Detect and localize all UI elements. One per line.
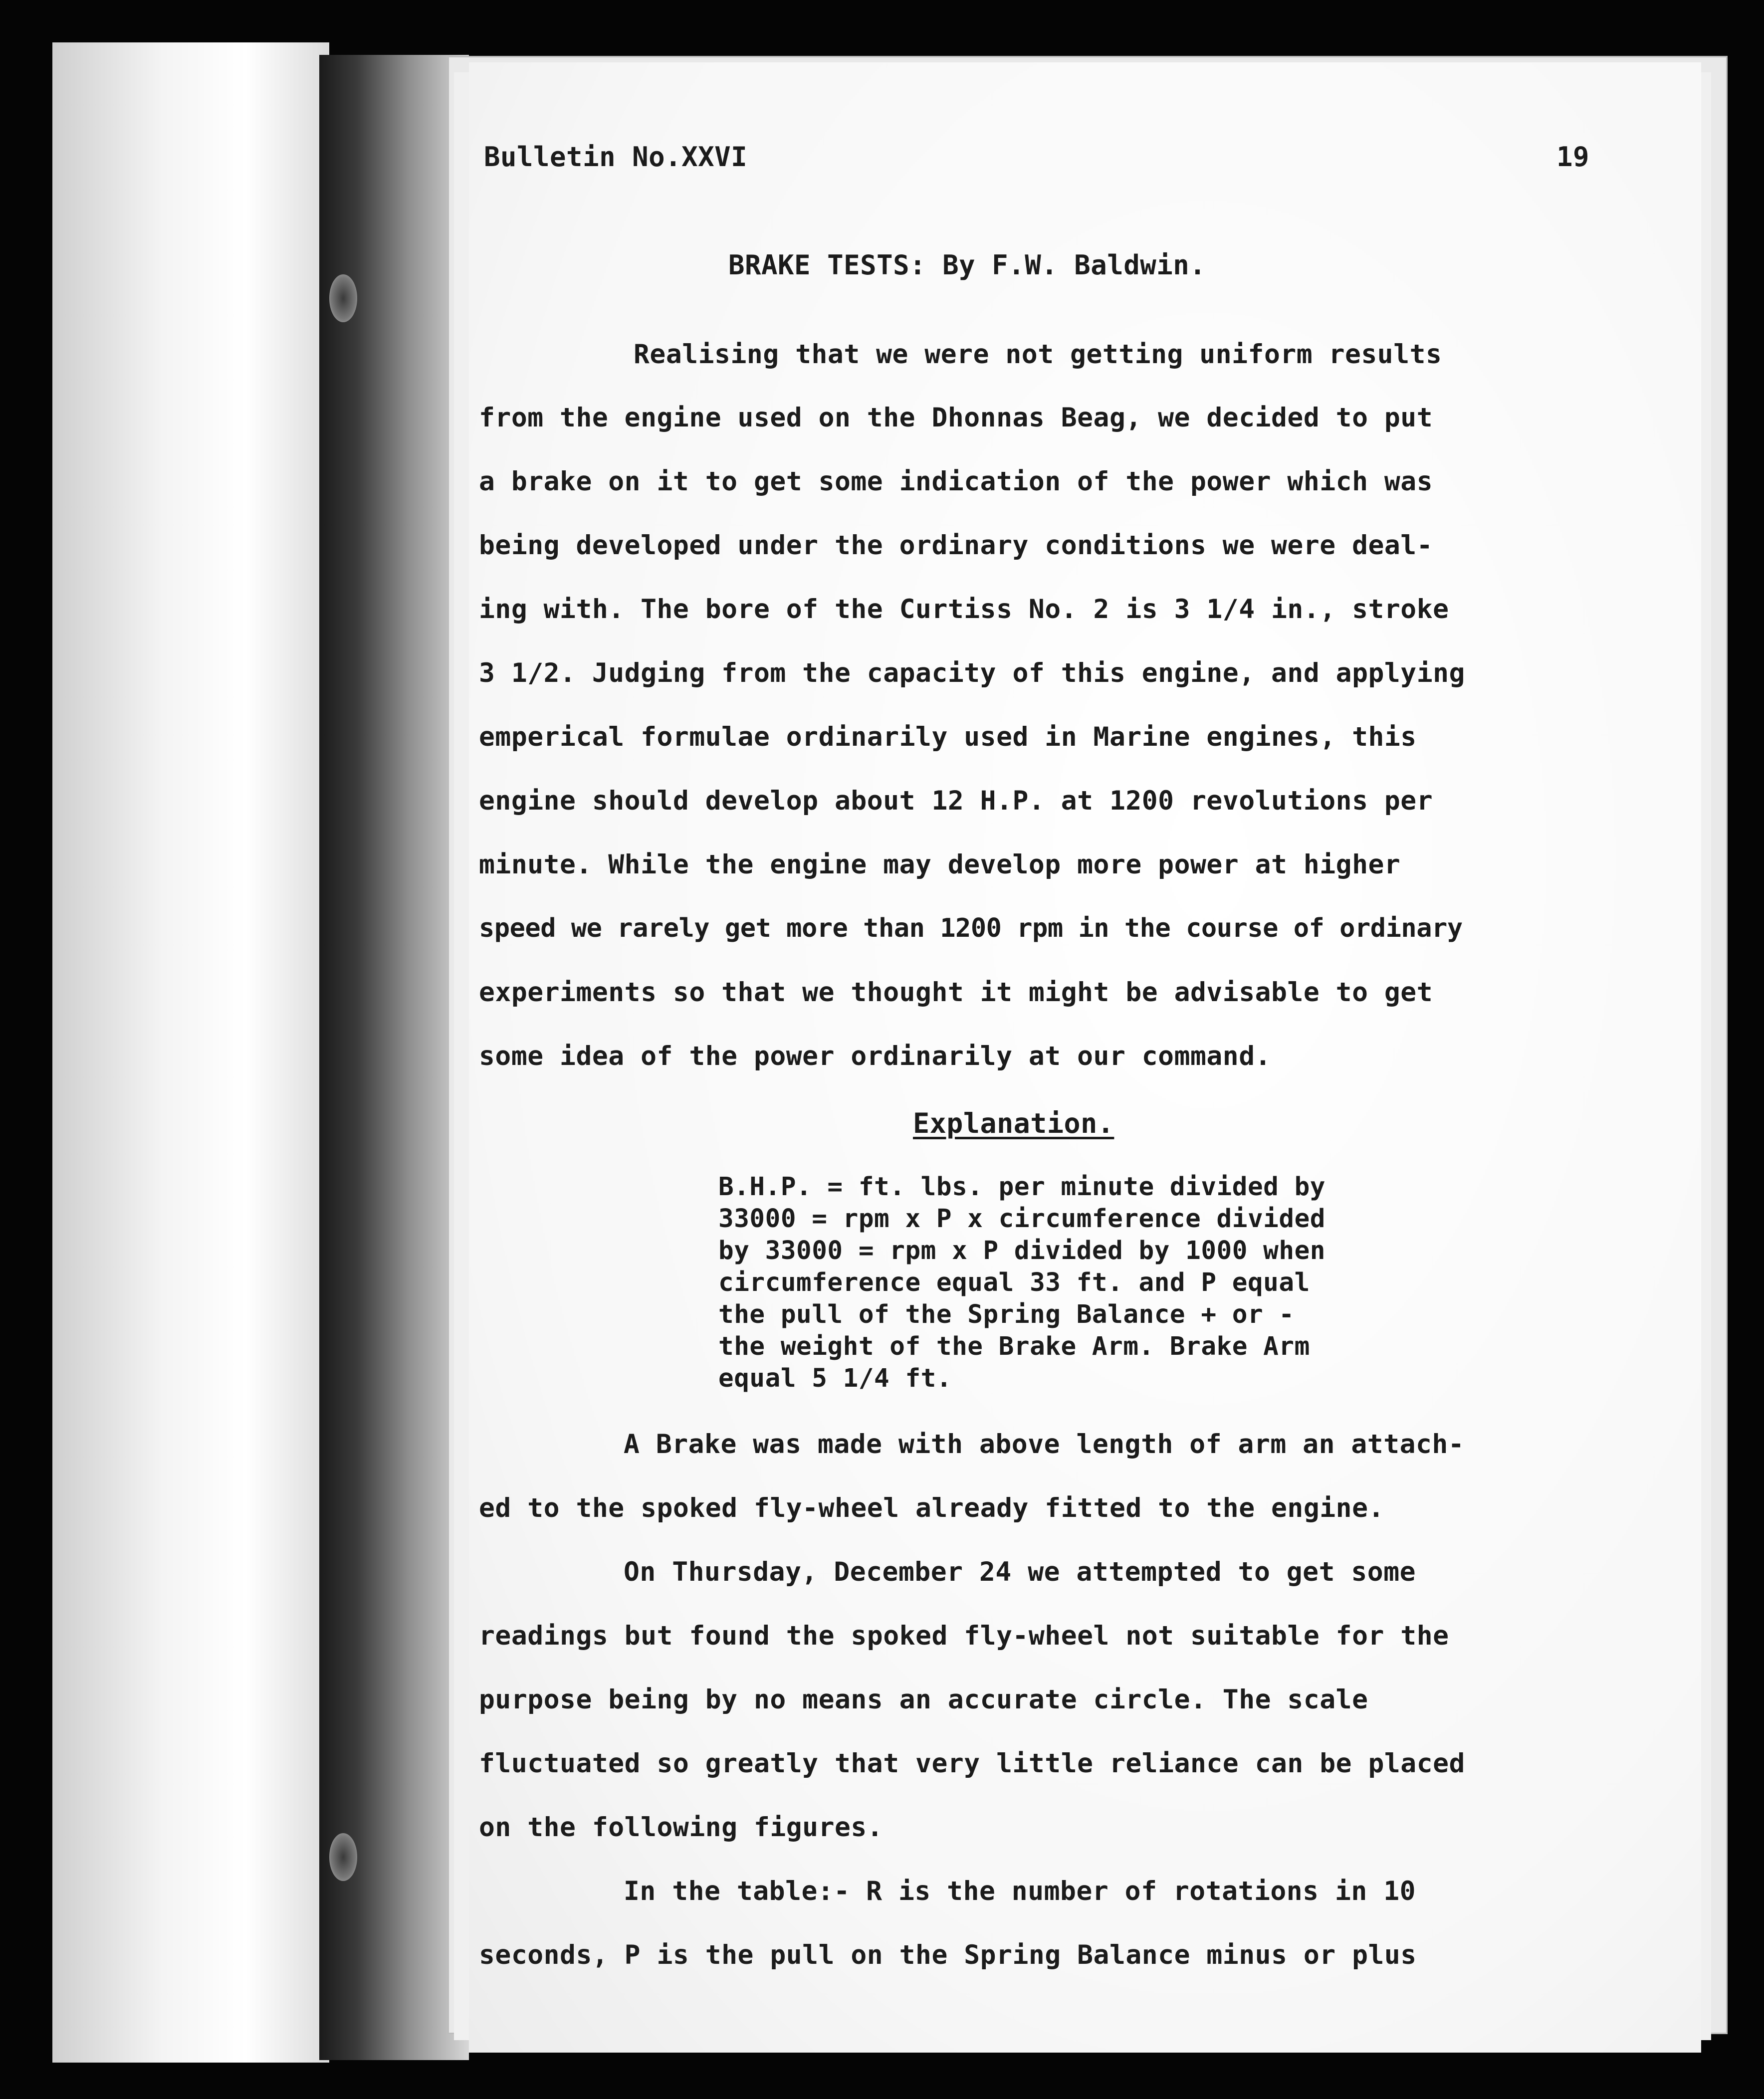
text-line: On Thursday, December 24 we attempted to get some (624, 1557, 1416, 1587)
explanation-heading: Explanation. (913, 1107, 1114, 1139)
text-line: A Brake was made with above length of arm an attach- (624, 1429, 1465, 1460)
text-line: In the table:- R is the number of rotations in 10 (624, 1876, 1416, 1906)
formula-line: by 33000 = rpm x P divided by 1000 when (718, 1236, 1325, 1265)
binder-left-page (52, 42, 329, 2063)
document-page (469, 62, 1701, 2053)
binder-hole-top (329, 274, 357, 322)
text-line: being developed under the ordinary conditions we were deal- (479, 530, 1433, 561)
bulletin-number: Bulletin No.XXVI (484, 141, 748, 173)
text-line: a brake on it to get some indication of the power which was (479, 466, 1433, 497)
text-line: some idea of the power ordinarily at our command. (479, 1041, 1272, 1071)
text-line: ing with. The bore of the Curtiss No. 2 is 3 1/4 in., stroke (479, 594, 1449, 625)
formula-line: circumference equal 33 ft. and P equal (718, 1268, 1310, 1297)
text-line: Realising that we were not getting uniform results (634, 339, 1442, 370)
text-line: on the following figures. (479, 1812, 883, 1843)
formula-line: B.H.P. = ft. lbs. per minute divided by (718, 1172, 1325, 1202)
text-line: speed we rarely get more than 1200 rpm in the course of ordinary (479, 913, 1463, 943)
text-line: readings but found the spoked fly-wheel not suitable for the (479, 1621, 1449, 1651)
text-line: 3 1/2. Judging from the capacity of this engine, and applying (479, 658, 1465, 688)
binder-shadow (319, 55, 469, 2060)
formula-line: equal 5 1/4 ft. (718, 1364, 952, 1393)
formula-line: the weight of the Brake Arm. Brake Arm (718, 1332, 1310, 1361)
text-line: experiments so that we thought it might be advisable to get (479, 977, 1433, 1008)
text-line: emperical formulae ordinarily used in Marine engines, this (479, 722, 1417, 752)
document-title: BRAKE TESTS: By F.W. Baldwin. (728, 249, 1206, 281)
formula-line: 33000 = rpm x P x circumference divided (718, 1204, 1325, 1234)
formula-line: the pull of the Spring Balance + or - (718, 1300, 1295, 1329)
text-line: engine should develop about 12 H.P. at 1200 revolutions per (479, 786, 1433, 816)
binder-hole-bottom (329, 1833, 357, 1881)
page-number: 19 (1556, 141, 1590, 173)
text-line: from the engine used on the Dhonnas Beag, we decided to put (479, 403, 1433, 433)
text-line: purpose being by no means an accurate circle. The scale (479, 1684, 1368, 1715)
text-line: minute. While the engine may develop more power at higher (479, 849, 1401, 880)
text-line: seconds, P is the pull on the Spring Balance minus or plus (479, 1940, 1417, 1970)
text-line: fluctuated so greatly that very little reliance can be placed (479, 1748, 1465, 1779)
text-line: ed to the spoked fly-wheel already fitted to the engine. (479, 1493, 1384, 1523)
